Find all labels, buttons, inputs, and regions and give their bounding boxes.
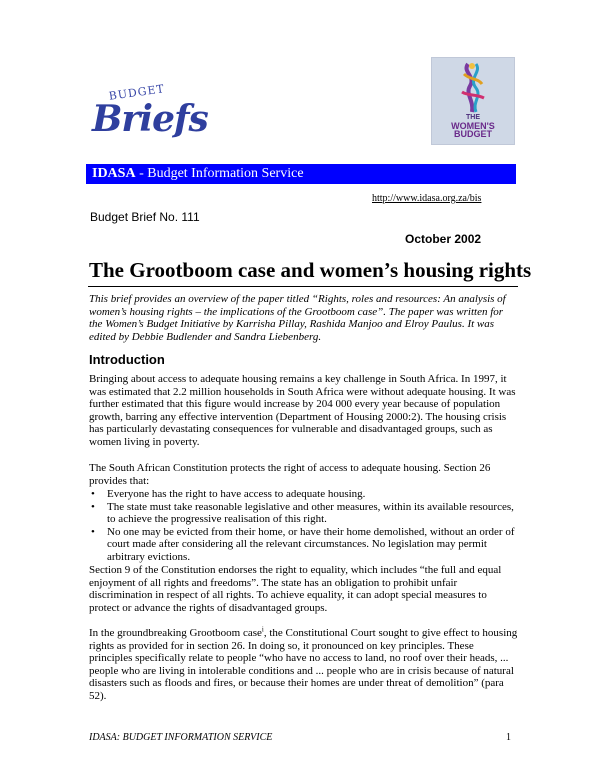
womens-budget-logo <box>431 57 515 145</box>
bullet-icon: • <box>91 500 95 513</box>
list-item: • Everyone has the right to have access to adequate housing. <box>91 488 366 500</box>
womens-budget-figure-icon <box>432 58 514 118</box>
list-item: • No one may be evicted from their home, or have their home demolished, without an order of court made after considering all the relevant circumstances. No legislation may permit arbitrary evictions. <box>91 525 515 563</box>
logo-budget-text: BUDGET <box>108 82 166 103</box>
bullet-icon: • <box>91 525 95 538</box>
idasa-band <box>86 164 516 184</box>
document-title: The Grootboom case and women’s housing rights <box>89 258 532 282</box>
brief-date: October 2002 <box>405 232 482 246</box>
footnote-marker[interactable]: i <box>261 625 264 634</box>
page-number: 1 <box>506 732 511 743</box>
section-heading-introduction: Introduction <box>89 352 165 367</box>
band-org: IDASA <box>92 166 136 181</box>
section26-list <box>89 488 519 563</box>
womens-budget-caption: THE WOMEN'S BUDGET <box>451 114 495 139</box>
website-link[interactable]: http://www.idasa.org.za/bis <box>372 193 482 204</box>
paragraph-3: Section 9 of the Constitution endorses the right to equality, which includes “the full and equal enjoyment of all rights and freedoms”. The state has an obligation to prohibit unfair discrimination in respect of all rights. To achieve equality, it can adopt special measures to protect or advance the rights of disadvantaged groups. <box>89 564 502 614</box>
paragraph-1: Bringing about access to adequate housing remains a key challenge in South Africa. In 1997, it was estimated that 2.2 million households in South Africa were without adequate housing. It was further estimated that this figure would increase by 204 000 every year because of population growth, barring any effective intervention (Department of Housing 2000:2). The housing crisis has particularly devastating consequences for vulnerable and disadvantaged groups, such as women living in poverty. <box>89 373 516 448</box>
paragraph-4: In the groundbreaking Grootboom case$^i$, the Constitutional Court sought to give effect to housing rights as provided for in section 26. In doing so, it pronounced on key principles. These principles specifically relate to people “who have no access to land, no roof over their heads, ... people who are living in intolerable conditions and ... people who are in crisis because of natural disasters such as floods and fires, or because their homes are under threat of demolition” (para 52). <box>89 625 518 702</box>
logo-briefs-text: Briefs <box>92 98 208 140</box>
band-service: - Budget Information Service <box>135 166 304 181</box>
brief-number: Budget Brief No. 111 <box>90 210 200 224</box>
intro-summary: This brief provides an overview of the paper titled “Rights, roles and resources: An analysis of women’s housing rights – the implications of the Grootboom case”. The paper was written for the Women’s Budget Initiative by Karrisha Pillay, Rashida Manjoo and Elroy Paulus. It was edited by Debbie Budlender and Sandra Liebenberg. <box>89 293 506 343</box>
budget-briefs-logo <box>92 82 208 142</box>
bullet-icon: • <box>91 488 95 500</box>
list-item: • The state must take reasonable legislative and other measures, within its available resources, to achieve the progressive realisation of this right. <box>91 500 514 525</box>
paragraph-2: The South African Constitution protects the right of access to adequate housing. Section 26 provides that: <box>89 462 491 487</box>
footer-org: IDASA: BUDGET INFORMATION SERVICE <box>89 732 273 743</box>
title-divider <box>88 286 518 287</box>
